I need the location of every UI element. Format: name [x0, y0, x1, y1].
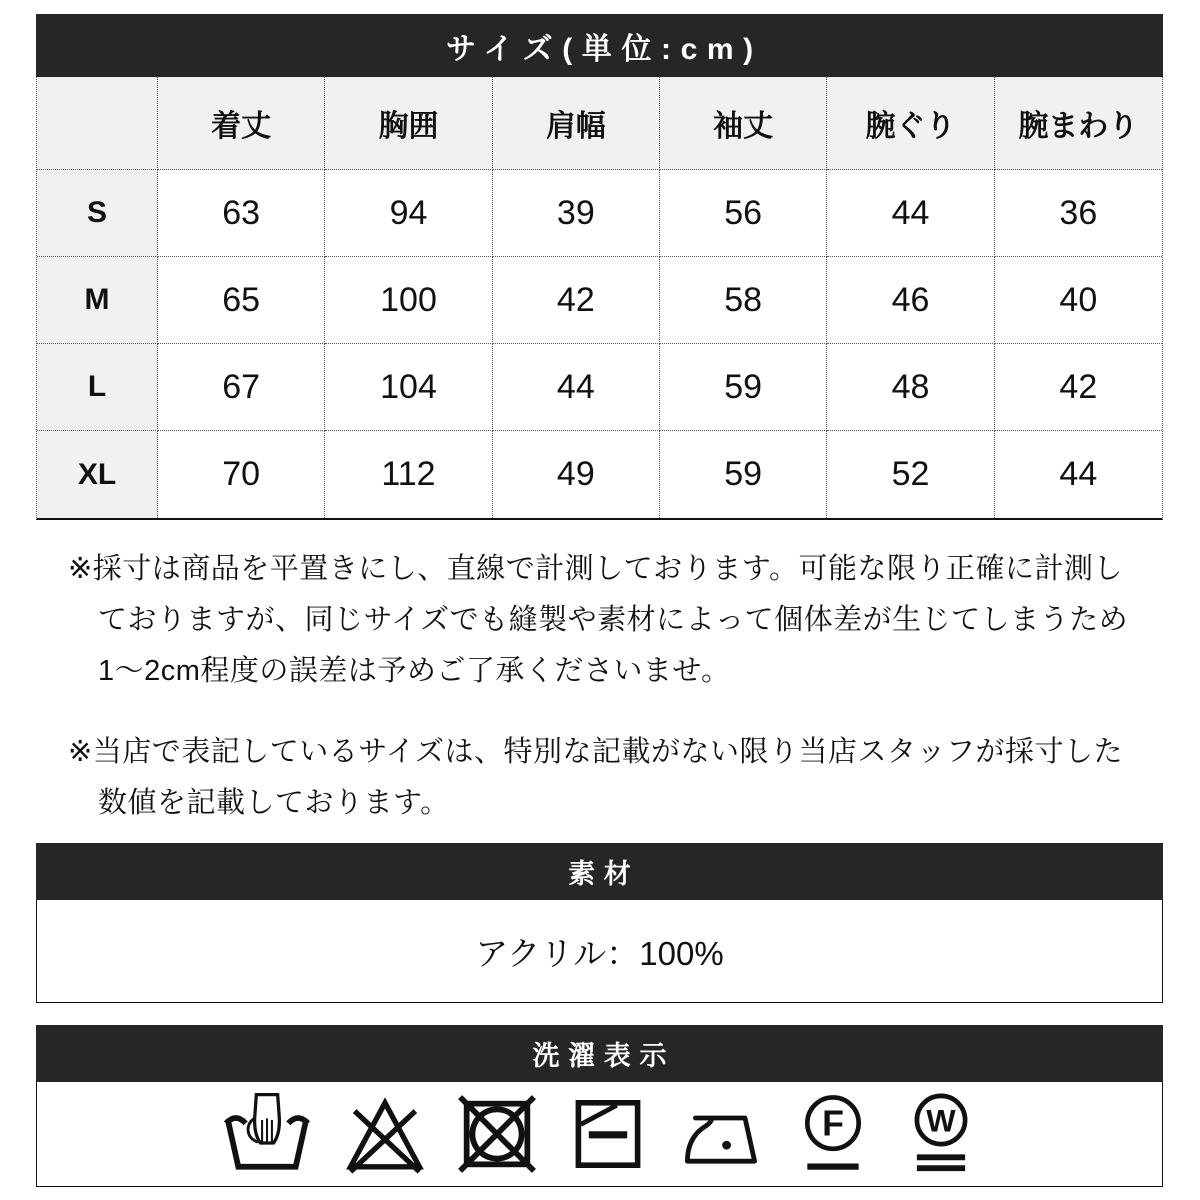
material-section: [36, 843, 1163, 1003]
note-line: 数値を記載しております。: [98, 787, 450, 819]
size-cell: 59: [660, 431, 827, 518]
iron-low-heat-icon: [678, 1094, 764, 1174]
dry-flat-in-shade-icon: [568, 1093, 648, 1175]
note-line: 1〜2cm程度の誤差は予めご了承くださいませ。: [98, 655, 731, 687]
size-cell: 40: [995, 257, 1162, 344]
size-cell: 94: [325, 170, 492, 257]
dry-clean-letter: F: [821, 1103, 844, 1144]
size-table-section: [36, 14, 1163, 520]
hand-wash-icon: [220, 1093, 314, 1175]
size-cell: 39: [493, 170, 660, 257]
size-cell: 44: [995, 431, 1162, 518]
size-cell: 42: [493, 257, 660, 344]
size-cell: 65: [158, 257, 325, 344]
size-cell: 112: [325, 431, 492, 518]
size-cell: 59: [660, 344, 827, 431]
material-value: アクリル：100%: [36, 900, 1163, 1003]
note-line: ておりますが、同じサイズでも縫製や素材によって個体差が生じてしまうため: [98, 604, 1129, 636]
column-header-shoulder: 肩幅: [493, 77, 660, 170]
wet-clean-very-gentle-icon: [902, 1092, 980, 1176]
size-cell: 100: [325, 257, 492, 344]
staff-measurement-note: [36, 727, 1163, 829]
size-cell: 70: [158, 431, 325, 518]
size-cell: 44: [827, 170, 994, 257]
size-table-title: サイズ(単位:cm): [36, 14, 1163, 77]
column-header-arm-width: 腕まわり: [995, 77, 1162, 170]
size-table: [36, 77, 1163, 520]
size-cell: 67: [158, 344, 325, 431]
wet-clean-letter: W: [925, 1103, 956, 1139]
size-cell: 56: [660, 170, 827, 257]
note-line: ※当店で表記しているサイズは、特別な記載がない限り当店スタッフが採寸した: [68, 736, 1123, 768]
size-row-label: S: [37, 170, 158, 257]
size-cell: 52: [827, 431, 994, 518]
column-header-armhole: 腕ぐり: [827, 77, 994, 170]
size-cell: 36: [995, 170, 1162, 257]
corner-cell: [37, 77, 158, 170]
dry-clean-petroleum-gentle-icon: [794, 1092, 872, 1176]
size-row-label: L: [37, 344, 158, 431]
laundry-section: [36, 1025, 1163, 1187]
laundry-symbols: [36, 1082, 1163, 1187]
do-not-bleach-icon: [344, 1093, 426, 1175]
size-cell: 104: [325, 344, 492, 431]
size-row-label: M: [37, 257, 158, 344]
column-header-chest: 胸囲: [325, 77, 492, 170]
size-cell: 44: [493, 344, 660, 431]
size-cell: 58: [660, 257, 827, 344]
do-not-tumble-dry-icon: [456, 1093, 538, 1175]
size-cell: 49: [493, 431, 660, 518]
size-spec-sheet: [36, 0, 1163, 1187]
size-row-label: XL: [37, 431, 158, 518]
column-header-body-length: 着丈: [158, 77, 325, 170]
measurement-note: [36, 544, 1163, 697]
size-cell: 42: [995, 344, 1162, 431]
size-cell: 46: [827, 257, 994, 344]
material-title: 素材: [36, 843, 1163, 900]
size-cell: 48: [827, 344, 994, 431]
laundry-title: 洗濯表示: [36, 1025, 1163, 1082]
note-line: ※採寸は商品を平置きにし、直線で計測しております。可能な限り正確に計測し: [68, 553, 1123, 585]
size-cell: 63: [158, 170, 325, 257]
column-header-sleeve: 袖丈: [660, 77, 827, 170]
